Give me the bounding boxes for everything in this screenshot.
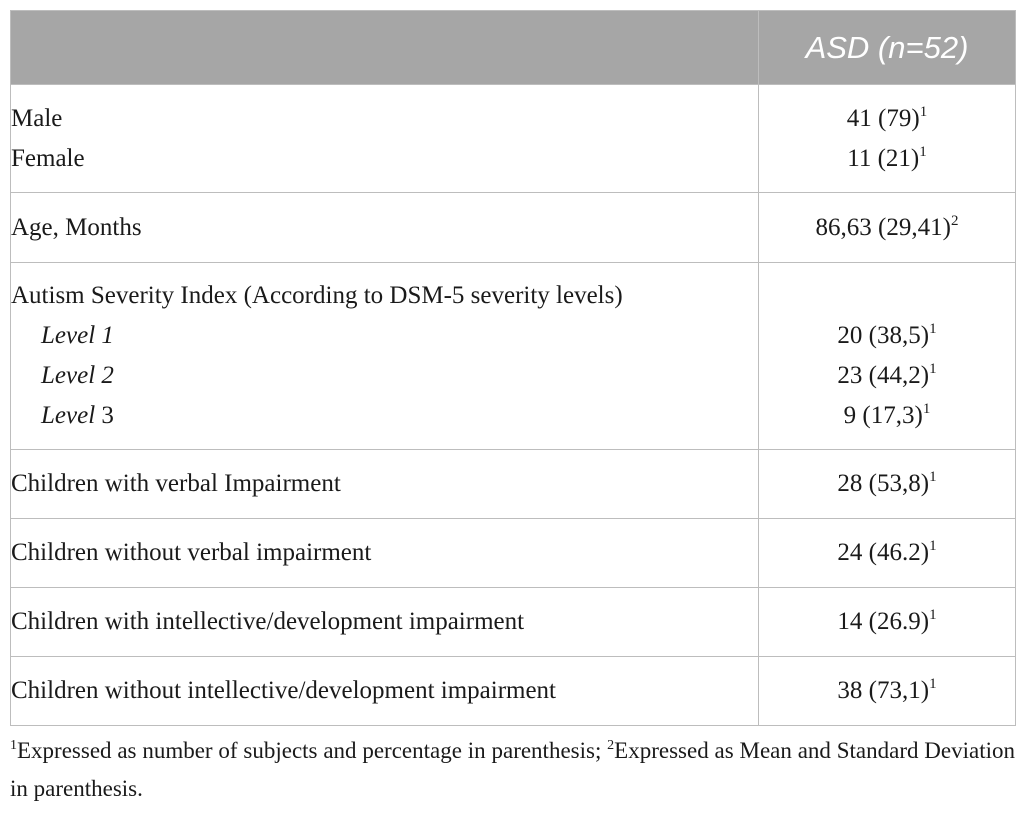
row-label-female: Female xyxy=(11,144,85,172)
footnote-marker: 1 xyxy=(929,321,937,337)
table-footnote xyxy=(10,734,1015,806)
value-level-1: 20 $(38,5)^1$ xyxy=(837,321,937,349)
table-row-intellective-impairment xyxy=(11,588,1016,657)
row-label-level-2: Level 2 xyxy=(41,362,114,389)
footnote-marker-2: 2 xyxy=(607,738,615,753)
value-no-verbal-impairment: 24 $(46.2)^1$ xyxy=(759,519,1016,588)
value-intellective-impairment: 14 $(26.9)^1$ xyxy=(759,588,1016,657)
row-label-no-intellective-impairment: Children without intellective/development impairment xyxy=(11,657,759,726)
table-row-age xyxy=(11,193,1016,263)
row-value-cell xyxy=(759,263,1016,450)
footnote-marker-1: 1 xyxy=(10,738,17,753)
row-label-no-verbal-impairment: Children without verbal impairment xyxy=(11,519,759,588)
value-female: 11 $(21)^1$ xyxy=(847,143,927,172)
row-label-male: Male xyxy=(11,104,63,132)
table-row-no-verbal-impairment xyxy=(11,519,1016,588)
row-label-verbal-impairment: Children with verbal Impairment xyxy=(11,450,759,519)
value-spacer xyxy=(759,276,1015,316)
value-verbal-impairment: 28 $(53,8)^1$ xyxy=(759,450,1016,519)
footnote-marker: 1 xyxy=(929,676,937,692)
footnote-text-2: Expressed as Mean and Standard Deviation in parenthesis. xyxy=(10,738,1016,801)
row-label-severity: Autism Severity Index (According to DSM-5 severity levels) xyxy=(11,282,623,309)
row-label-level-3: Level 3 xyxy=(41,402,114,429)
header-cell-characteristic xyxy=(11,11,759,85)
value-age: 86,63 $(29,41)^2$ xyxy=(759,193,1016,263)
footnote-marker: 1 xyxy=(919,143,927,160)
row-label-cell xyxy=(11,263,759,450)
table-container xyxy=(10,10,1015,726)
table-row-no-intellective-impairment xyxy=(11,657,1016,726)
footnote-text-1: Expressed as number of subjects and percentage in parenthesis; xyxy=(17,738,608,763)
footnote-marker: 1 xyxy=(929,607,937,623)
header-cell-asd: ASD (n=52) xyxy=(759,11,1016,85)
footnote-marker: 1 xyxy=(919,103,928,120)
row-label-age: Age, Months xyxy=(11,193,759,263)
value-level-2: 23 $(44,2)^1$ xyxy=(837,361,937,389)
demographics-table xyxy=(10,10,1016,726)
footnote-marker: 1 xyxy=(922,401,931,417)
value-male: 41 $(79)^1$ xyxy=(846,103,928,132)
footnote-marker: 1 xyxy=(929,538,937,554)
row-label-intellective-impairment: Children with intellective/development impairment xyxy=(11,588,759,657)
table-row-severity xyxy=(11,263,1016,450)
table-row-sex xyxy=(11,85,1016,193)
footnote-marker: 1 xyxy=(929,361,937,377)
value-no-intellective-impairment: 38 $(73,1)^1$ xyxy=(759,657,1016,726)
header-row xyxy=(11,11,1016,85)
row-label-level-1: Level 1 xyxy=(41,322,114,349)
value-level-3: 9 $(17,3)^1$ xyxy=(843,401,931,429)
row-value-cell xyxy=(759,85,1016,193)
footnote-marker: 2 xyxy=(950,212,959,229)
row-label-cell xyxy=(11,85,759,193)
footnote-marker: 1 xyxy=(929,469,937,485)
table-row-verbal-impairment xyxy=(11,450,1016,519)
